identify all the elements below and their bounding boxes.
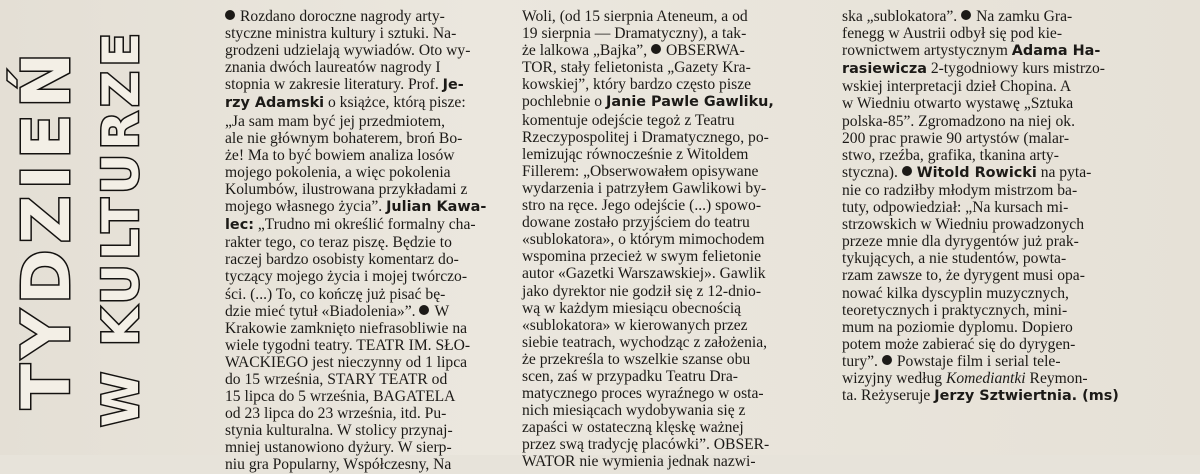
text-line: [842, 164, 1194, 182]
text-run: wą w każdym miesiącu obecnością: [522, 299, 742, 317]
text-run: Fillerem: „Obserwowałem opisywane: [522, 162, 759, 180]
text-line: [522, 163, 840, 180]
text-line: [842, 302, 1194, 319]
text-run: pochlebnie o: [522, 93, 607, 111]
bullet-icon: [225, 10, 235, 20]
text-line: [522, 8, 840, 25]
text-line: [225, 371, 525, 388]
text-run: 15 lipca do 5 września, BAGATELA: [225, 388, 456, 406]
text-line: [842, 336, 1194, 353]
text-line: [842, 113, 1194, 130]
text-line: [225, 388, 525, 405]
text-run: zapaści w ostateczną klęskę ważnej: [522, 419, 744, 437]
text-run: nować kilka dyscyplin muzycznych,: [842, 284, 1069, 302]
text-run: na pyta-: [1036, 163, 1092, 181]
bullet-icon: [902, 166, 912, 176]
text-run: polska-85”. Zgromadzono na niej ok.: [842, 112, 1075, 130]
text-run: «sublokatora» w kierowanych przez: [522, 316, 748, 334]
text-line: [522, 385, 840, 402]
text-line: [842, 267, 1194, 284]
text-line: [842, 8, 1194, 25]
text-run: teoretycznych i praktycznych, mini-: [842, 301, 1068, 319]
text-run: że lalkowa „Bajka”,: [522, 42, 652, 60]
text-run: tykujących, a nie studentów, powta-: [842, 250, 1067, 268]
text-line: [225, 113, 525, 130]
text-line: [522, 42, 840, 59]
text-run: raczej bardzo osobisty komentarz do-: [225, 251, 459, 269]
text-line: [522, 265, 840, 282]
text-line: [522, 197, 840, 214]
text-line: [225, 130, 525, 147]
text-run: 2-tygodniowy kurs mistrzo-: [926, 60, 1105, 78]
text-run: przeze mnie dla dyrygentów już prak-: [842, 233, 1079, 251]
name-highlight: Jerzy Sztwiertnia. (ms): [934, 388, 1119, 405]
text-line: [522, 317, 840, 334]
text-run: do 15 września, STARY TEATR od: [225, 370, 448, 388]
text-run: przez swą tradycję placówki”. OBSER-: [522, 436, 770, 454]
text-run: 19 sierpnia — Dramatyczny), a tak-: [522, 25, 747, 43]
text-line: [225, 251, 525, 268]
text-run: mojego własnego życia”.: [225, 198, 387, 216]
text-line: [842, 25, 1194, 42]
text-line: [842, 216, 1194, 233]
text-run: grodzeni udzielają wywiadów. Oto wy-: [225, 42, 471, 60]
text-run: stro na ręce. Jego odejście (...) spowo-: [522, 197, 762, 215]
article-column-2: [522, 8, 840, 471]
text-line: [225, 456, 525, 473]
text-line: [225, 8, 525, 25]
text-line: [522, 93, 840, 111]
text-line: [522, 76, 840, 93]
text-run: o książce, którą pisze:: [324, 94, 466, 112]
text-line: [522, 351, 840, 368]
text-line: [225, 76, 525, 94]
text-run: wiele tygodni teatry. TEATR IM. SŁO-: [225, 336, 471, 354]
text-line: [225, 320, 525, 337]
text-run: mojego pokolenia, a więc pokolenia: [225, 163, 451, 181]
text-run: ska „sublokatora”.: [842, 8, 962, 25]
text-line: [842, 387, 1194, 405]
text-run: nich miesiącach wydobywania się z: [522, 402, 746, 420]
text-run: Na zamku Gra-: [976, 8, 1073, 25]
name-highlight: rasiewicza: [842, 61, 927, 78]
name-highlight: Janie Pawle Gawliku,: [606, 94, 774, 111]
text-line: [522, 334, 840, 351]
text-run: Rozdano doroczne nagrody arty-: [240, 8, 445, 25]
text-run: Reymon-: [1025, 369, 1088, 387]
text-line: [225, 268, 525, 285]
text-run: styczne ministra kultury i sztuki. Na-: [225, 25, 457, 43]
text-run: że! Ma to być bowiem analiza losów: [225, 146, 455, 164]
text-line: [842, 182, 1194, 199]
text-run: komentuje odejście tegoż z Teatru: [522, 111, 735, 129]
text-run: stynia kulturalna. W stolicy przynaj-: [225, 422, 453, 440]
text-line: [225, 439, 525, 456]
text-run: kowskiej”, który bardzo często pisze: [522, 76, 752, 94]
text-run: W: [434, 302, 450, 320]
text-run: WATOR nie wymienia jednak nazwi-: [522, 453, 756, 471]
text-line: [225, 422, 525, 439]
text-run: «sublokatora», o którym mimochodem: [522, 231, 765, 249]
text-line: [842, 199, 1194, 216]
text-line: [225, 94, 525, 112]
text-line: [842, 285, 1194, 302]
name-highlight: Julian Kawa-: [386, 199, 487, 216]
text-run: rzam zawsze to, że dyrygent musi opa-: [842, 267, 1085, 285]
text-line: [225, 164, 525, 181]
text-run: Kolumbów, ilustrowana przykładami z: [225, 180, 468, 198]
text-run: scen, zaś w przypadku Teatru Dra-: [522, 367, 738, 385]
text-run: ta. Reżyseruje: [842, 387, 935, 405]
text-line: [522, 300, 840, 317]
text-run: tury”.: [842, 352, 882, 370]
text-line: [522, 436, 840, 453]
text-run: autor «Gazetki Warszawskiej». Gawlik: [522, 265, 766, 283]
text-line: [225, 59, 525, 76]
text-line: [842, 95, 1194, 112]
text-run: lemizując równocześnie z Witoldem: [522, 145, 749, 163]
text-run: rownictwem artystycznym: [842, 42, 1012, 60]
text-line: [225, 337, 525, 354]
text-run: Rzeczypospolitej i Dramatycznego, po-: [522, 128, 769, 146]
text-run: dzie mieć tytuł «Biadolenia»”.: [225, 302, 420, 320]
text-run: dowane zostało przyjściem do teatru: [522, 214, 750, 232]
name-highlight: lec:: [225, 217, 254, 234]
bullet-icon: [882, 355, 892, 365]
text-run: tuty, odpowiedział: „Na kursach mi-: [842, 199, 1069, 217]
section-title-tydzien: TYDZIEŃ: [8, 46, 85, 409]
text-run: 200 prac prawie 90 artystów (malar-: [842, 129, 1070, 147]
text-run: Woli, (od 15 sierpnia Ateneum, a od: [522, 8, 748, 25]
text-run: Powstaje film i serial tele-: [896, 352, 1061, 370]
text-line: [225, 181, 525, 198]
bullet-icon: [419, 305, 429, 315]
text-line: [225, 234, 525, 251]
text-run: matycznego proces wyraźnego w osta-: [522, 385, 764, 403]
text-line: [522, 283, 840, 300]
text-line: [522, 146, 840, 163]
text-line: [522, 180, 840, 197]
text-line: [522, 402, 840, 419]
text-line: [522, 368, 840, 385]
text-run: OBSERWA-: [666, 42, 745, 60]
text-line: [225, 147, 525, 164]
bullet-icon: [961, 10, 971, 20]
name-highlight: Witold Rowicki: [916, 164, 1037, 181]
text-run: „Trudno mi określić formalny cha-: [253, 216, 476, 234]
text-run: ści. (...) To, co kończę już pisać bę-: [225, 285, 446, 303]
name-highlight: Adama Ha-: [1011, 43, 1101, 60]
text-run: mniej ustanowiono dyżury. W sierp-: [225, 439, 452, 457]
text-line: [522, 129, 840, 146]
text-line: [522, 59, 840, 76]
text-line: [842, 42, 1194, 60]
text-line: [842, 78, 1194, 95]
text-run: potem może zabierać się do dyrygen-: [842, 335, 1076, 353]
text-run: wskiej interpretacji dzieł Chopina. A: [842, 78, 1072, 96]
text-line: [842, 353, 1194, 370]
text-line: [522, 231, 840, 248]
text-run: „Ja sam mam być jej przedmiotem,: [225, 112, 445, 130]
text-run: tyczący mojego życia i mojej twórczo-: [225, 268, 468, 286]
text-line: [522, 25, 840, 42]
section-header: [0, 0, 165, 455]
text-run: ale nie głównym bohaterem, broń Bo-: [225, 129, 463, 147]
text-run: wydarzenia i patrzyłem Gawlikowi by-: [522, 179, 767, 197]
text-line: [225, 198, 525, 216]
text-line: [225, 354, 525, 371]
text-line: [225, 405, 525, 422]
text-line: [522, 419, 840, 436]
text-run: znania dwóch laureatów nagrody I: [225, 59, 441, 77]
text-run: strzowskich w Wiedniu prowadzonych: [842, 216, 1085, 234]
text-run: WACKIEGO jest nieczynny od 1 lipca: [225, 353, 468, 371]
text-run: mum na poziomie dyplomu. Dopiero: [842, 318, 1073, 336]
article-column-3: [842, 8, 1194, 405]
text-run: nie co radziłby młodym mistrzom ba-: [842, 181, 1078, 199]
name-highlight: rzy Adamski: [225, 95, 325, 112]
text-line: [842, 60, 1194, 78]
text-run: w Wiedniu otwarto wystawę „Sztuka: [842, 95, 1074, 113]
text-line: [225, 303, 525, 320]
text-line: [522, 453, 840, 470]
text-run: od 23 lipca do 23 września, itd. Pu-: [225, 405, 447, 423]
text-run: rakter tego, co teraz piszę. Będzie to: [225, 234, 452, 252]
text-run: siebie teatrach, wychodząc z założenia,: [522, 333, 768, 351]
text-run: stopnia w zakresie literatury. Prof.: [225, 76, 443, 94]
text-line: [842, 250, 1194, 267]
text-run: niu gra Popularny, Współczesny, Na: [225, 456, 452, 474]
text-run: wizyjny według: [842, 369, 946, 387]
text-run: wspomina przecież w swym felietonie: [522, 248, 762, 266]
text-run: styczna).: [842, 163, 902, 181]
text-line: [842, 147, 1194, 164]
text-run: że przekreśla to wszelkie szanse obu: [522, 350, 751, 368]
text-line: [522, 112, 840, 129]
text-line: [522, 214, 840, 231]
text-line: [842, 130, 1194, 147]
name-highlight: Je-: [442, 77, 464, 94]
text-line: [225, 42, 525, 59]
text-run: TOR, stały felietonista „Gazety Kra-: [522, 59, 751, 77]
section-title-w-kulturze: W KULTURZE: [92, 28, 150, 427]
bullet-icon: [651, 44, 661, 54]
text-line: [842, 370, 1194, 387]
text-line: [842, 319, 1194, 336]
text-line: [842, 233, 1194, 250]
text-line: [225, 25, 525, 42]
text-run: fenegg w Austrii odbył się pod kie-: [842, 25, 1063, 43]
text-line: [225, 216, 525, 234]
title-italic: Komediantki: [945, 369, 1026, 387]
text-run: Krakowie zamknięto niefrasobliwie na: [225, 319, 468, 337]
text-line: [522, 248, 840, 265]
text-run: jako dyrektor nie godził się z 12-dnio-: [522, 282, 762, 300]
text-run: stwo, rzeźba, grafika, tkanina arty-: [842, 146, 1059, 164]
text-line: [225, 286, 525, 303]
article-column-1: [225, 8, 525, 474]
